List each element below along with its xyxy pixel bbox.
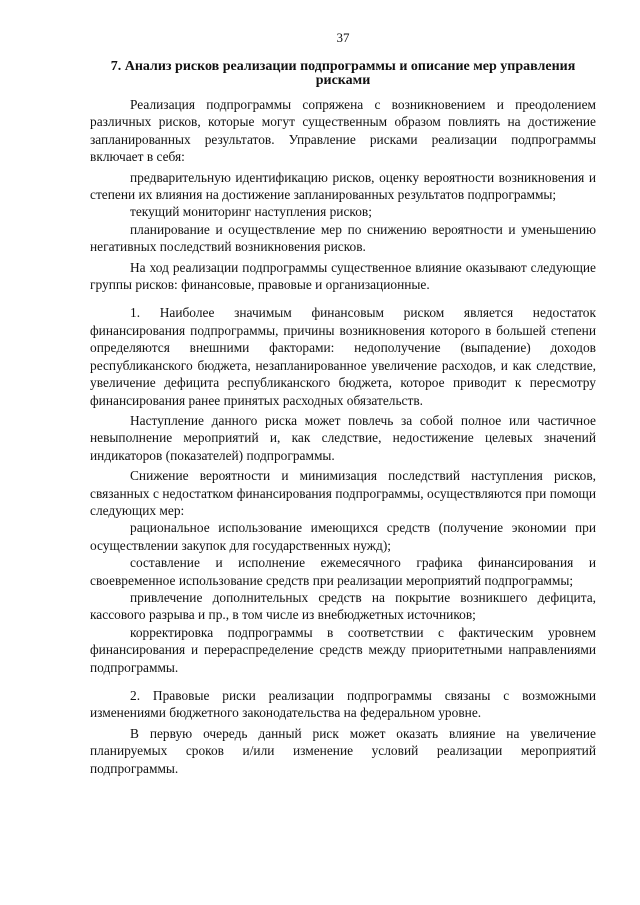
paragraph-risk-monitoring: текущий мониторинг наступления рисков; — [130, 204, 372, 220]
document-page — [90, 30, 596, 777]
paragraph-measure-additional-funds: привлечение дополнительных средств на покрытие возникшего дефицита, кассового разрыва и пр., в том числе из внебюджетных источников; — [90, 589, 596, 623]
paragraph-financial-risk-measures: Снижение вероятности и минимизация последствий наступления рисков, связанных с недостатком финансирования подпрограммы, осуществляются при помощи следующих мер: — [90, 468, 596, 518]
paragraph-financial-risk: 1. Наиболее значимым финансовым риском является недостаток финансирования подпрограммы, причины возникновения которого в большей степени определяются внешними факторами: недополучение (выпадение) доходов республиканского бюджета, незапланированное увеличение расходов, и как следствие, увеличение дефицита республиканского бюджета, которое приводит к пересмотру финансирования ранее принятых расходных обязательств. — [90, 305, 596, 408]
paragraph-risk-groups: На ход реализации подпрограммы существенное влияние оказывают следующие группы рисков: финансовые, правовые и организационные. — [90, 259, 596, 293]
paragraph-measure-monthly-schedule: составление и исполнение ежемесячного графика финансирования и своевременное использование средств при реализации мероприятий подпрограммы; — [90, 555, 596, 588]
paragraph-legal-risk: 2. Правовые риски реализации подпрограммы связаны с возможными изменениями бюджетного законодательства на федеральном уровне. — [90, 688, 596, 721]
paragraph-intro: Реализация подпрограммы сопряжена с возникновением и преодолением различных рисков, которые могут существенным образом повлиять на достижение запланированных результатов. Управление рисками реализации подпрограммы включает в себя: — [90, 97, 596, 165]
paragraph-risk-identification: предварительную идентификацию рисков, оценку вероятности возникновения и степени их влияния на достижение запланированных результатов подпрограммы; — [90, 169, 596, 203]
paragraph-measure-rational-use: рациональное использование имеющихся средств (получение экономии при осуществлении закупок для государственных нужд); — [90, 520, 596, 553]
paragraph-financial-risk-consequences: Наступление данного риска может повлечь за собой полное или частичное невыполнение мероприятий и, как следствие, недостижение целевых значений индикаторов (показателей) подпрограммы. — [90, 412, 596, 463]
paragraph-legal-risk-impact: В первую очередь данный риск может оказать влияние на увеличение планируемых сроков и/или изменение условий реализации мероприятий подпрограммы. — [90, 725, 596, 776]
section-heading: 7. Анализ рисков реализации подпрограммы и описание мер управления рисками — [110, 59, 576, 88]
paragraph-risk-mitigation-planning: планирование и осуществление мер по снижению вероятности и уменьшению негативных последствий возникновения рисков. — [90, 221, 596, 255]
page-number: 37 — [336, 30, 350, 45]
paragraph-measure-adjustment: корректировка подпрограммы в соответствии с фактическим уровнем финансирования и перераспределение средств между приоритетными направлениями подпрограммы. — [90, 624, 596, 675]
